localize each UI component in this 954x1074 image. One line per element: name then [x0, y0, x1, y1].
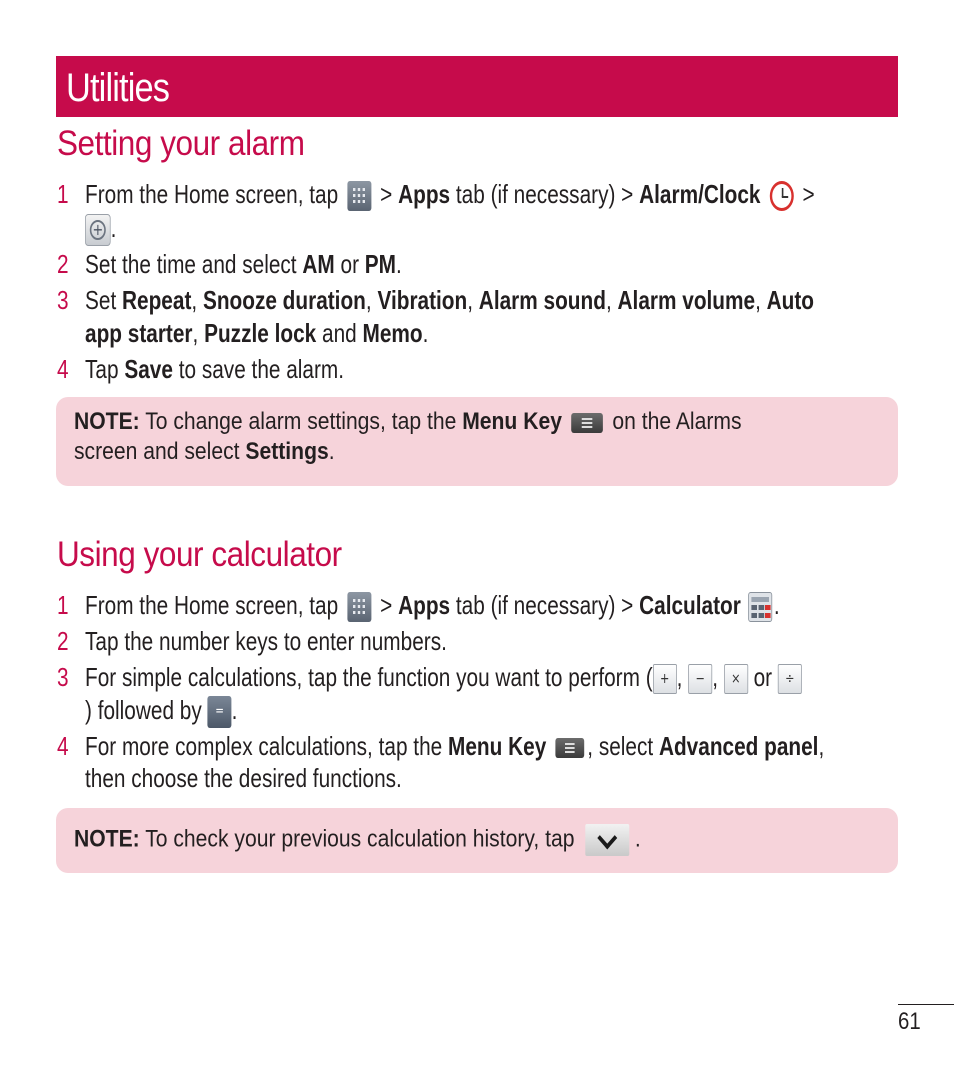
repeat-label: Repeat: [122, 285, 192, 315]
menu-key-label: Menu Key: [462, 408, 562, 435]
step-number: 1: [57, 590, 69, 620]
alarm-step-1-cont: [85, 212, 116, 246]
calc-step-3-cont: [85, 694, 237, 728]
step-text: Set: [85, 285, 117, 315]
divide-key-icon: ÷: [778, 664, 802, 694]
calc-step-2: Tap the number keys to enter numbers.: [85, 626, 447, 656]
note-text: To check your previous calculation history, tap: [145, 825, 575, 853]
menu-key-icon: [555, 738, 584, 758]
comma: ,: [365, 285, 372, 315]
note-text: To change alarm settings, tap the: [145, 408, 457, 435]
page-number: 61: [898, 1008, 921, 1035]
step-text: .: [231, 695, 238, 725]
auto-app-starter-label: app starter: [85, 318, 193, 348]
comma: ,: [676, 662, 683, 692]
auto-app-starter-label: Auto: [766, 285, 815, 315]
step-text: .: [773, 590, 780, 620]
step-number: 3: [57, 285, 69, 315]
note-label: NOTE:: [74, 825, 140, 853]
step-text: or: [340, 249, 360, 279]
chevron-down-icon: [586, 824, 630, 856]
step-text: For simple calculations, tap the function you want to perform (: [85, 662, 653, 692]
alarm-volume-label: Alarm volume: [617, 285, 756, 315]
calculator-label: Calculator: [639, 590, 741, 620]
note-text: .: [328, 438, 335, 465]
calc-step-3: [85, 661, 802, 694]
am-label: AM: [302, 249, 335, 279]
times-key-icon: ×: [724, 664, 748, 694]
step-text: >: [380, 179, 393, 209]
section-banner: [56, 56, 898, 117]
menu-key-label: Menu Key: [448, 731, 547, 761]
calculator-icon: [748, 592, 772, 622]
alarm-step-3-cont: [85, 317, 428, 349]
alarm-sound-label: Alarm sound: [478, 285, 606, 315]
step-text: or: [753, 662, 773, 692]
calc-step-1: [85, 589, 780, 622]
step-text: tab (if necessary) >: [455, 590, 634, 620]
step-text: to save the alarm.: [178, 354, 345, 384]
puzzle-lock-label: Puzzle lock: [204, 318, 317, 348]
memo-label: Memo: [362, 318, 423, 348]
comma: ,: [755, 285, 761, 315]
alarm-step-4: [85, 353, 344, 385]
equals-key-icon: =: [208, 696, 232, 728]
step-number: 4: [57, 354, 69, 384]
note-text: screen and select: [74, 438, 240, 465]
section-title: Utilities: [66, 66, 170, 110]
advanced-panel-label: Advanced panel: [658, 731, 819, 761]
add-icon: +: [85, 214, 111, 246]
step-number: 3: [57, 662, 69, 692]
comma: ,: [191, 285, 198, 315]
calculator-note: [56, 808, 898, 873]
note-text: .: [634, 825, 641, 853]
alarm-clock-icon: [769, 181, 793, 211]
step-number: 2: [57, 626, 69, 656]
calc-step-4: [85, 730, 824, 762]
alarm-step-1: [85, 178, 815, 211]
apps-icon: [347, 181, 371, 211]
step-text: >: [380, 590, 393, 620]
step-text: .: [422, 318, 429, 348]
step-text: For more complex calculations, tap the: [85, 731, 443, 761]
step-number: 1: [57, 179, 69, 209]
comma: ,: [467, 285, 474, 315]
note-line: [74, 437, 335, 467]
step-text: From the Home screen, tap: [85, 179, 339, 209]
step-text: tab (if necessary) >: [455, 179, 634, 209]
settings-label: Settings: [245, 438, 329, 465]
alarm-step-2: [85, 248, 402, 280]
pm-label: PM: [364, 249, 396, 279]
step-text: and: [322, 318, 357, 348]
note-line: [74, 824, 641, 856]
alarm-note: [56, 397, 898, 486]
page-number-rule: [898, 1004, 954, 1005]
comma: ,: [605, 285, 612, 315]
comma: ,: [712, 662, 719, 692]
calculator-heading: Using your calculator: [57, 535, 342, 574]
apps-icon: [347, 592, 371, 622]
step-number: 2: [57, 249, 69, 279]
step-text: >: [802, 179, 815, 209]
plus-key-icon: +: [653, 664, 677, 694]
vibration-label: Vibration: [377, 285, 468, 315]
comma: ,: [192, 318, 199, 348]
save-label: Save: [124, 354, 173, 384]
step-text: ,: [818, 731, 825, 761]
step-text: .: [110, 213, 117, 243]
step-text: .: [396, 249, 402, 279]
note-text: on the Alarms: [612, 408, 742, 435]
menu-key-icon: [571, 413, 603, 433]
step-text: , select: [587, 731, 654, 761]
apps-label: Apps: [398, 590, 451, 620]
alarm-step-3: [85, 284, 814, 316]
minus-key-icon: −: [688, 664, 712, 694]
step-text: Tap: [85, 354, 119, 384]
step-number: 4: [57, 731, 69, 761]
snooze-label: Snooze duration: [202, 285, 366, 315]
apps-label: Apps: [398, 179, 451, 209]
step-text: Set the time and select: [85, 249, 297, 279]
note-label: NOTE:: [74, 408, 140, 435]
calc-step-4-cont: then choose the desired functions.: [85, 763, 402, 793]
step-text: ) followed by: [85, 695, 202, 725]
alarm-heading: Setting your alarm: [57, 124, 305, 163]
alarm-clock-label: Alarm/Clock: [639, 179, 761, 209]
step-text: From the Home screen, tap: [85, 590, 339, 620]
note-line: [74, 407, 742, 437]
